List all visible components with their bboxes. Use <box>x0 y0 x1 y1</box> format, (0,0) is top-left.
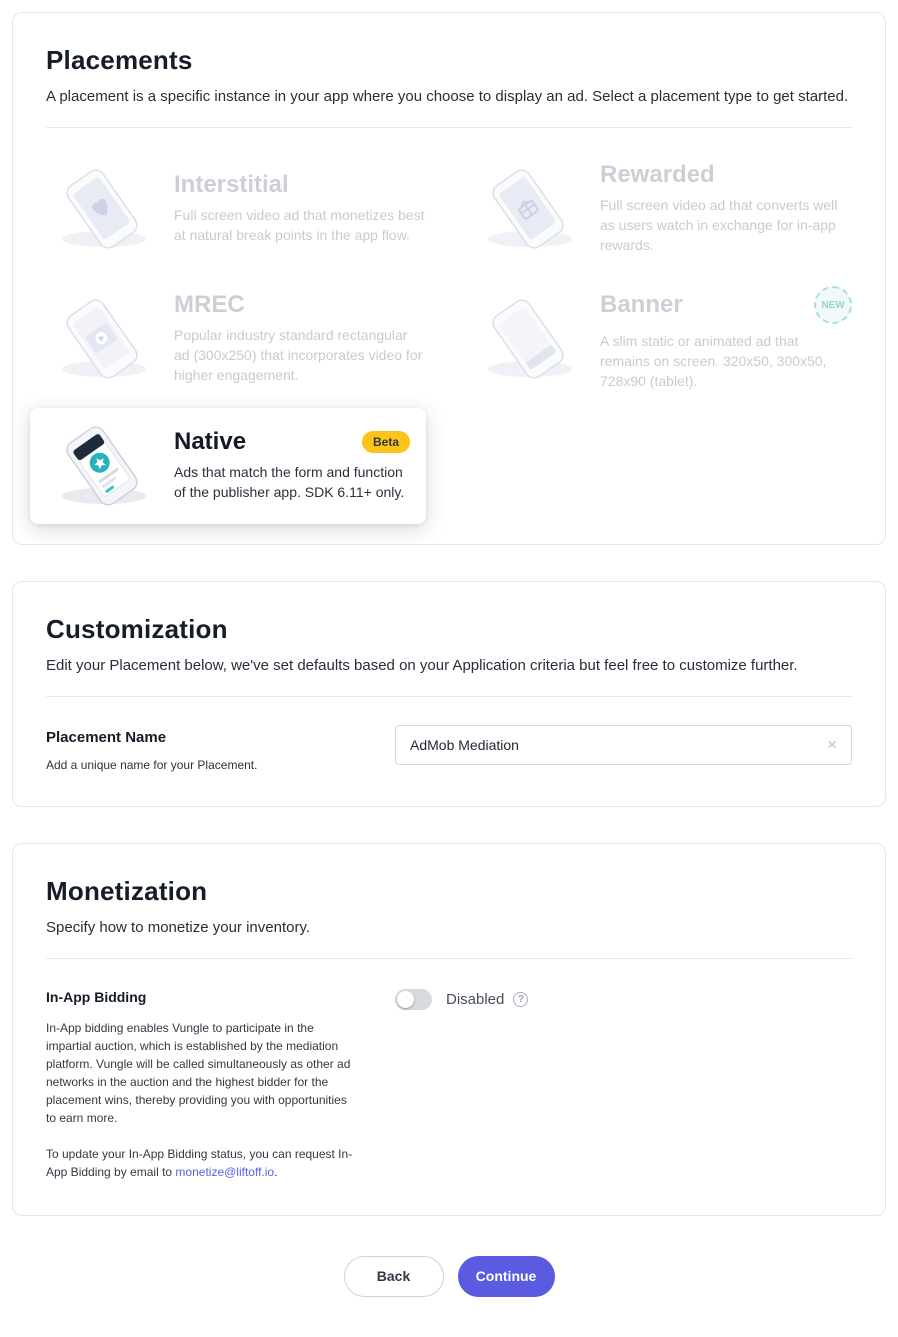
placement-name-input[interactable] <box>408 736 825 754</box>
placement-title-banner: Banner <box>600 290 683 318</box>
in-app-bidding-request: To update your In-App Bidding status, you can request In-App Bidding by email to monetize@liftoff.io. <box>46 1146 353 1179</box>
placement-desc-mrec: Popular industry standard rectangular ad (300x250) that incorporates video for higher engagement. <box>174 327 423 383</box>
placement-title-native: Native <box>174 427 247 455</box>
rewarded-phone-icon <box>472 165 584 253</box>
native-phone-icon <box>46 422 158 510</box>
in-app-bidding-toggle[interactable] <box>395 989 432 1010</box>
customization-description: Edit your Placement below, we've set defaults based on your Application criteria but feel free to customize further. <box>46 656 798 674</box>
in-app-bidding-description: In-App bidding enables Vungle to participate in the impartial auction, which is established by the mediation platform. Vungle will be called simultaneously as other ad networks in the auction and the highest bidder for the placement wins, thereby providing you with opportunities to earn more. <box>46 1020 351 1125</box>
placement-title-interstitial: Interstitial <box>174 170 289 198</box>
monetization-divider <box>46 958 852 959</box>
customization-divider <box>46 696 852 697</box>
banner-phone-icon <box>472 295 584 383</box>
clear-input-icon[interactable]: × <box>827 735 837 755</box>
monetization-title: Monetization <box>46 875 208 906</box>
placement-desc-banner: A slim static or animated ad that remains on screen. 320x50, 300x50, 728x90 (tablet). <box>600 333 827 389</box>
beta-badge: Beta <box>362 431 410 453</box>
placement-title-mrec: MREC <box>174 290 245 318</box>
placement-name-label: Placement Name <box>46 728 167 746</box>
grid-empty-cell <box>472 422 852 510</box>
in-app-bidding-status: Disabled <box>446 990 505 1008</box>
placement-desc-native: Ads that match the form and function of the publisher app. SDK 6.11+ only. <box>174 463 405 500</box>
placement-option-banner[interactable] <box>472 286 852 392</box>
placement-option-native[interactable] <box>30 408 426 524</box>
placements-title: Placements <box>46 45 193 75</box>
placement-name-input-wrap <box>395 725 852 765</box>
interstitial-phone-icon <box>46 165 158 253</box>
placement-option-rewarded[interactable] <box>472 162 852 256</box>
toggle-knob <box>397 991 414 1008</box>
placement-desc-rewarded: Full screen video ad that converts well as users watch in exchange for in-app rewards. <box>600 197 838 254</box>
new-badge: NEW <box>814 286 852 324</box>
placement-option-mrec[interactable] <box>46 286 426 392</box>
placements-divider <box>46 127 852 128</box>
placements-description: A placement is a specific instance in your app where you choose to display an ad. Select a placement type to get started. <box>46 88 849 105</box>
placement-name-row <box>46 725 852 772</box>
placement-desc-interstitial: Full screen video ad that monetizes best at natural break points in the app flow. <box>174 207 425 244</box>
customization-title: Customization <box>46 613 228 644</box>
customization-card <box>12 581 886 807</box>
help-icon[interactable]: ? <box>513 992 528 1007</box>
in-app-bidding-label: In-App Bidding <box>46 988 147 1005</box>
placements-card <box>12 12 886 545</box>
back-button[interactable]: Back <box>344 1256 444 1297</box>
continue-button[interactable]: Continue <box>458 1256 555 1297</box>
footer-actions <box>0 1252 898 1307</box>
placement-title-rewarded: Rewarded <box>600 161 715 188</box>
monetize-email-link[interactable]: monetize@liftoff.io <box>175 1164 275 1179</box>
in-app-bidding-row <box>46 987 852 1181</box>
monetization-card <box>12 843 886 1216</box>
placement-type-grid <box>46 156 852 510</box>
placement-option-interstitial[interactable] <box>46 162 426 256</box>
placement-name-hint: Add a unique name for your Placement. <box>46 757 258 772</box>
mrec-phone-icon <box>46 295 158 383</box>
monetization-description: Specify how to monetize your inventory. <box>46 918 311 936</box>
